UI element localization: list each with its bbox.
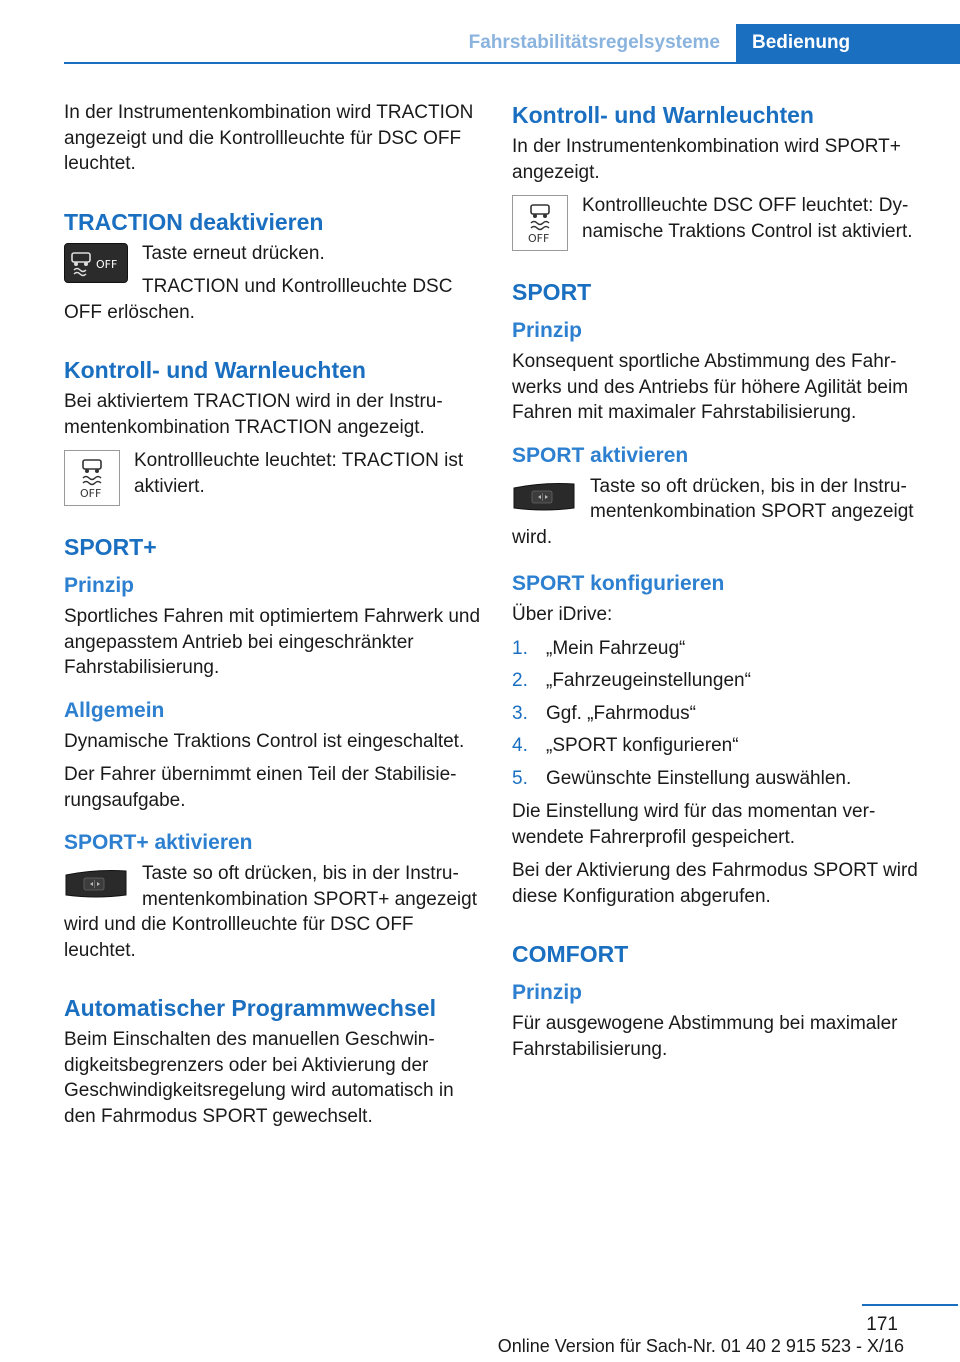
heading-traction-off: TRACTION deaktivieren [64, 208, 324, 235]
traction-off-step2: TRACTION und Kontrollleuchte DSC OFF erlöschen. [64, 276, 453, 323]
sportplus-principle-text: Sportliches Fahren mit optimiertem Fahrwerk und angepasstem Antrieb bei eingeschränkter Fahrstabilisierung. [64, 606, 481, 678]
page-number: 171 [866, 1314, 898, 1335]
sport-config-text2: Bei der Aktivierung des Fahrmodus SPORT wird diese Konfiguration abgerufen. [512, 860, 918, 907]
page-number-rule [862, 1304, 958, 1306]
dsc-off-lamp-icon [512, 195, 568, 251]
right-column [512, 100, 926, 1070]
heading-sport-activate: SPORT aktivieren [512, 443, 689, 467]
lights-right-text: In der Instrumentenkombination wird SPORT+ angezeigt. [512, 136, 901, 183]
sportplus-activate-block [64, 861, 482, 971]
svg-text:OFF: OFF [80, 487, 102, 500]
heading-sportplus-principle: Prinzip [64, 574, 135, 597]
traction-lamp-icon [64, 450, 120, 506]
comfort-principle-text: Für ausgewogene Abstimmung bei maximaler Fahrstabilisierung. [512, 1013, 898, 1060]
traction-off-block [64, 241, 482, 334]
list-item: 1. „Mein Fahrzeug“ [512, 637, 686, 659]
sport-activate-block [512, 474, 926, 559]
heading-sport-config: SPORT konfigurieren [512, 572, 725, 595]
sport-config-text1: Die Einstellung wird für das momentan verwendete Fahrerprofil gespeichert. [512, 801, 876, 848]
heading-sport: SPORT [512, 279, 592, 305]
list-item: 2. „Fahrzeugeinstellungen“ [512, 670, 751, 691]
list-item: 4. „SPORT konfigurieren“ [512, 735, 739, 756]
sport-config-steps [512, 636, 926, 792]
sport-principle-text: Konsequent sportliche Abstimmung des Fahrwerks und des Antriebs für höhere Agilität beim Fahren mit maximaler Fahrstabilisierung. [512, 351, 909, 423]
left-column [64, 100, 482, 1137]
heading-lights-right: Kontroll- und Warnleuchten [512, 102, 814, 128]
heading-comfort-principle: Prinzip [512, 981, 583, 1004]
sportplus-general-text1: Dynamische Traktions Control ist eingeschaltet. [64, 730, 465, 752]
list-item: 5. Gewünschte Einstellung auswählen. [512, 767, 852, 789]
page-header [64, 24, 960, 64]
chapter-tab: Bedienung [736, 24, 960, 62]
sport-config-intro: Über iDrive: [512, 604, 613, 625]
sport-activate-text: Taste so oft drücken, bis in der Instrumentenkombination SPORT angezeigt wird. [512, 475, 914, 548]
sportplus-general-text2: Der Fahrer übernimmt einen Teil der Stabilisierungsaufgabe. [64, 764, 457, 811]
lights-left-lamp-text: Kontrollleuchte leuchtet: TRACTION ist aktiviert. [134, 450, 464, 497]
heading-sportplus-activate: SPORT+ aktivieren [64, 831, 253, 854]
heading-sportplus-general: Allgemein [64, 698, 165, 722]
intro-paragraph: In der Instrumentenkombination wird TRACTION angezeigt und die Kontrollleuchte für DSC OFF leuchtet. [64, 102, 474, 174]
section-title: Fahrstabilitätsregelsysteme [468, 32, 720, 53]
svg-text:OFF: OFF [528, 232, 550, 245]
lights-left-lamp-block [64, 448, 482, 510]
sportplus-activate-text: Taste so oft drücken, bis in der Instrumentenkombination SPORT+ angezeigt wird und die Kontrollleuchte für DSC OFF leuchtet. [64, 863, 477, 961]
heading-auto-program: Automatischer Programmwechsel [64, 995, 436, 1021]
heading-sportplus: SPORT+ [64, 534, 157, 560]
svg-text:OFF: OFF [96, 257, 118, 271]
lights-right-lamp-text: Kontrollleuchte DSC OFF leuchtet: Dynamische Traktions Control ist aktiviert. [582, 195, 913, 242]
driving-mode-rocker-icon [64, 869, 128, 899]
heading-lights-left: Kontroll- und Warnleuchten [64, 357, 366, 383]
footer-text: Online Version für Sach-Nr. 01 40 2 915 523 - X/16 [497, 1336, 904, 1356]
lights-right-lamp-block [512, 193, 926, 255]
traction-off-step1: Taste erneut drücken. [142, 242, 325, 264]
list-item: 3. Ggf. „Fahrmodus“ [512, 702, 696, 724]
auto-program-text: Beim Einschalten des manuellen Geschwindigkeitsbegrenzers oder bei Aktivierung der Geschwindigkeitsregelung wird automatisch in den Fahrmodus SPORT gewechselt. [64, 1029, 454, 1127]
dsc-off-button-icon [64, 243, 128, 283]
lights-left-text: Bei aktiviertem TRACTION wird in der Instrumentenkombination TRACTION angezeigt. [64, 391, 443, 438]
driving-mode-rocker-icon [512, 482, 576, 512]
heading-sport-principle: Prinzip [512, 319, 583, 342]
heading-comfort: COMFORT [512, 941, 629, 967]
